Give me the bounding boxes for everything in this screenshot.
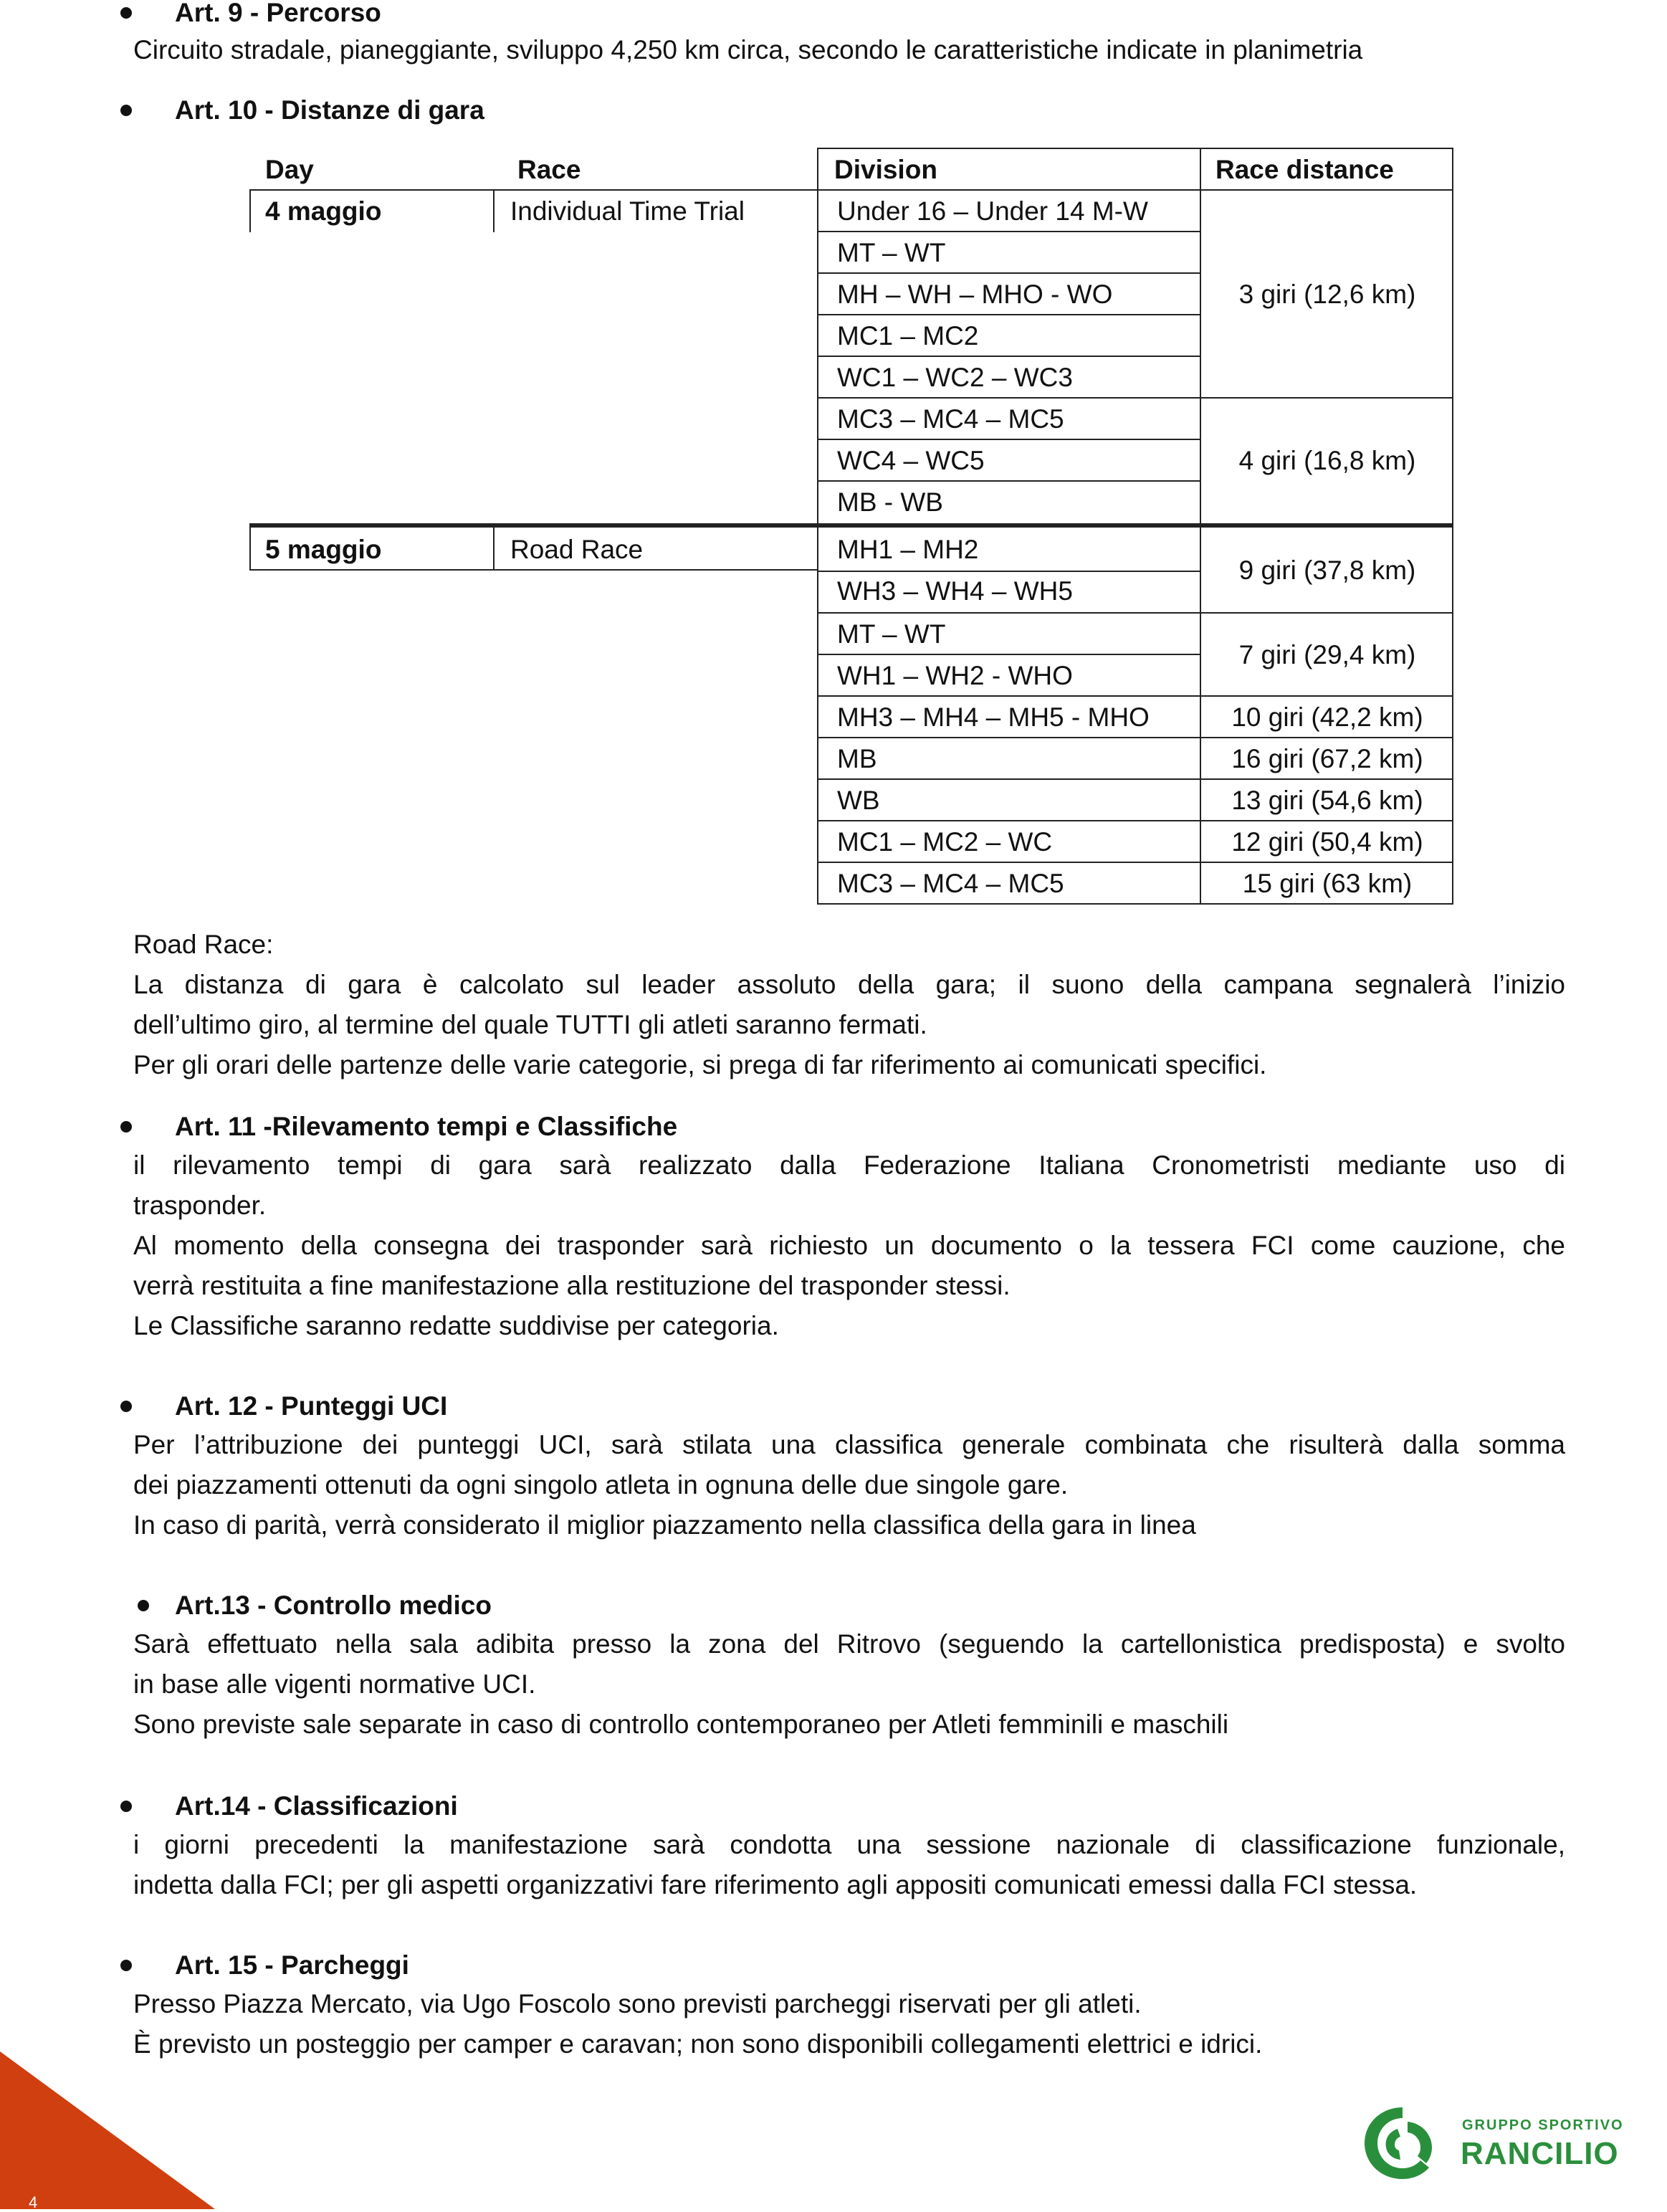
bullet-art10 <box>120 105 132 116</box>
table-cell-division: WC4 – WC5 <box>837 446 985 475</box>
table-rule <box>817 148 818 905</box>
table-rule <box>817 654 1200 655</box>
table-cell-distance: 16 giri (67,2 km) <box>1231 744 1423 773</box>
paragraph-art14 <box>133 1825 1565 1905</box>
bullet-art15 <box>120 1960 132 1971</box>
heading-art9: Art. 9 - Percorso <box>175 0 381 27</box>
table-cell-distance: 12 giri (50,4 km) <box>1231 827 1423 857</box>
bullet-art11 <box>120 1121 132 1133</box>
table-rule <box>817 737 1453 738</box>
table-cell-division: MC1 – MC2 <box>837 321 979 351</box>
table-rule <box>249 569 817 571</box>
table-cell-division: MC1 – MC2 – WC <box>837 827 1053 857</box>
table-cell-distance: 9 giri (37,8 km) <box>1238 556 1416 585</box>
text-line: Al momento della consegna dei trasponder sarà richiesto un documento o la tessera FCI come cauzione, che <box>133 1231 1565 1260</box>
table-cell-division: WC1 – WC2 – WC3 <box>837 363 1073 392</box>
table-cell-division: MH3 – MH4 – MH5 - MHO <box>837 702 1150 732</box>
table-cell-division: MT – WT <box>837 238 946 267</box>
text-line: Per l’attribuzione dei punteggi UCI, sarà stilata una classifica generale combinata che risulterà dalla somma <box>133 1430 1565 1459</box>
table-cell-division: MC3 – MC4 – MC5 <box>837 404 1064 434</box>
rancilio-logo <box>1356 2100 1643 2186</box>
table-cell-day: 4 maggio <box>265 196 382 226</box>
table-cell-distance: 15 giri (63 km) <box>1242 869 1413 898</box>
heading-art14: Art.14 - Classificazioni <box>175 1791 458 1821</box>
heading-art10: Art. 10 - Distanze di gara <box>175 95 484 125</box>
table-cell-division: MB - WB <box>837 487 943 517</box>
text-line: Le Classifiche saranno redatte suddivise per categoria. <box>133 1311 779 1340</box>
text-line: La distanza di gara è calcolato sul leader assoluto della gara; il suono della campana segnalerà l’inizio <box>133 970 1565 999</box>
table-rule <box>493 189 495 232</box>
logo-text-top: GRUPPO SPORTIVO <box>1462 2117 1624 2133</box>
paragraph-road-race <box>133 925 1565 1085</box>
table-cell-distance: 3 giri (12,6 km) <box>1238 280 1416 309</box>
table-cell-division: MT – WT <box>837 619 946 649</box>
table-rule <box>493 528 495 571</box>
table-rule <box>249 189 251 232</box>
text-line: in base alle vigenti normative UCI. <box>133 1669 536 1699</box>
table-rule <box>817 778 1453 780</box>
paragraph-art15 <box>133 1984 1565 2064</box>
table-cell-day: 5 maggio <box>265 535 382 564</box>
table-cell-division: Under 16 – Under 14 M-W <box>837 196 1148 226</box>
table-header-day: Day <box>265 155 314 184</box>
table-rule <box>817 314 1200 315</box>
table-cell-race: Individual Time Trial <box>510 196 745 226</box>
logo-text-main: RANCILIO <box>1461 2136 1619 2171</box>
table-rule-thick <box>249 523 1453 528</box>
table-cell-distance: 7 giri (29,4 km) <box>1238 640 1416 669</box>
table-rule <box>817 272 1200 274</box>
table-rule <box>817 571 1200 572</box>
text-line: i giorni precedenti la manifestazione sarà condotta una sessione nazionale di classificazione funzionale, <box>133 1830 1565 1859</box>
text-line: verrà restituita a fine manifestazione alla restituzione del trasponder stessi. <box>133 1271 1011 1300</box>
text-line: Circuito stradale, pianeggiante, sviluppo 4,250 km circa, secondo le caratteristiche indicate in planimetria <box>133 35 1363 65</box>
table-cell-division: WB <box>837 786 880 815</box>
table-cell-division: MH1 – MH2 <box>837 535 979 564</box>
table-rule <box>817 612 1453 614</box>
table-cell-division: MH – WH – MHO - WO <box>837 280 1113 309</box>
text-line: Sarà effettuato nella sala adibita presso la zona del Ritrovo (seguendo la cartellonistica predisposta) e svolto <box>133 1629 1565 1659</box>
paragraph-art9 <box>133 30 1565 70</box>
table-rule <box>249 528 251 571</box>
bullet-art12 <box>120 1401 132 1412</box>
table-header-race-distance: Race distance <box>1215 155 1394 184</box>
table-cell-distance: 4 giri (16,8 km) <box>1238 446 1416 475</box>
text-line: indetta dalla FCI; per gli aspetti organizzativi fare riferimento agli appositi comunicati emessi dalla FCI stessa. <box>133 1870 1418 1899</box>
table-cell-race: Road Race <box>510 535 644 564</box>
text-line: Per gli orari delle partenze delle varie categorie, si prega di far riferimento ai comunicati specifici. <box>133 1050 1267 1079</box>
bullet-art13 <box>138 1600 149 1611</box>
page-corner-decoration <box>0 2051 215 2209</box>
table-rule <box>817 862 1453 863</box>
heading-art11: Art. 11 -Rilevamento tempi e Classifiche <box>175 1112 678 1141</box>
paragraph-art13 <box>133 1624 1565 1745</box>
text-line: trasponder. <box>133 1191 267 1220</box>
text-line: dei piazzamenti ottenuti da ogni singolo atleta in ognuna delle due singole gare. <box>133 1470 1069 1500</box>
table-cell-division: MB <box>837 744 877 773</box>
table-rule <box>249 189 1453 191</box>
text-line: Presso Piazza Mercato, via Ugo Foscolo sono previsti parcheggi riservati per gli atleti. <box>133 1989 1142 2018</box>
table-rule <box>817 231 1200 232</box>
table-cell-division: MC3 – MC4 – MC5 <box>837 869 1064 898</box>
bullet-art14 <box>120 1801 132 1812</box>
table-header-division: Division <box>834 155 937 184</box>
table-rule <box>817 397 1453 399</box>
table-cell-distance: 10 giri (42,2 km) <box>1231 702 1423 732</box>
text-line: È previsto un posteggio per camper e caravan; non sono disponibili collegamenti elettrici e idrici. <box>133 2029 1263 2059</box>
heading-art15: Art. 15 - Parcheggi <box>175 1950 409 1980</box>
text-line: dell’ultimo giro, al termine del quale TUTTI gli atleti saranno fermati. <box>133 1010 927 1039</box>
table-cell-distance: 13 giri (54,6 km) <box>1231 786 1423 815</box>
table-rule <box>817 903 1453 905</box>
table-rule <box>817 480 1200 482</box>
table-rule <box>1452 148 1453 905</box>
heading-art12: Art. 12 - Punteggi UCI <box>175 1391 448 1421</box>
text-line: In caso di parità, verrà considerato il miglior piazzamento nella classifica della gara in linea <box>133 1510 1196 1540</box>
table-rule <box>1200 148 1201 905</box>
table-rule <box>817 820 1453 821</box>
text-line: Sono previste sale separate in caso di controllo contemporaneo per Atleti femminili e maschili <box>133 1710 1229 1739</box>
table-rule <box>817 439 1200 440</box>
bullet-art9 <box>120 7 132 19</box>
text-line: il rilevamento tempi di gara sarà realizzato dalla Federazione Italiana Cronometristi mediante uso di <box>133 1150 1565 1180</box>
table-cell-division: WH3 – WH4 – WH5 <box>837 576 1073 606</box>
paragraph-art11 <box>133 1145 1565 1346</box>
table-rule <box>817 695 1453 697</box>
paragraph-art12 <box>133 1425 1565 1545</box>
table-header-race: Race <box>517 155 581 184</box>
table-rule <box>817 148 1453 149</box>
heading-art13: Art.13 - Controllo medico <box>175 1591 492 1620</box>
table-rule <box>817 356 1200 357</box>
text-line: Road Race: <box>133 930 274 959</box>
page-number: 4 <box>29 2193 38 2211</box>
logo-swirl-icon <box>1356 2100 1449 2186</box>
table-cell-division: WH1 – WH2 - WHO <box>837 661 1073 690</box>
